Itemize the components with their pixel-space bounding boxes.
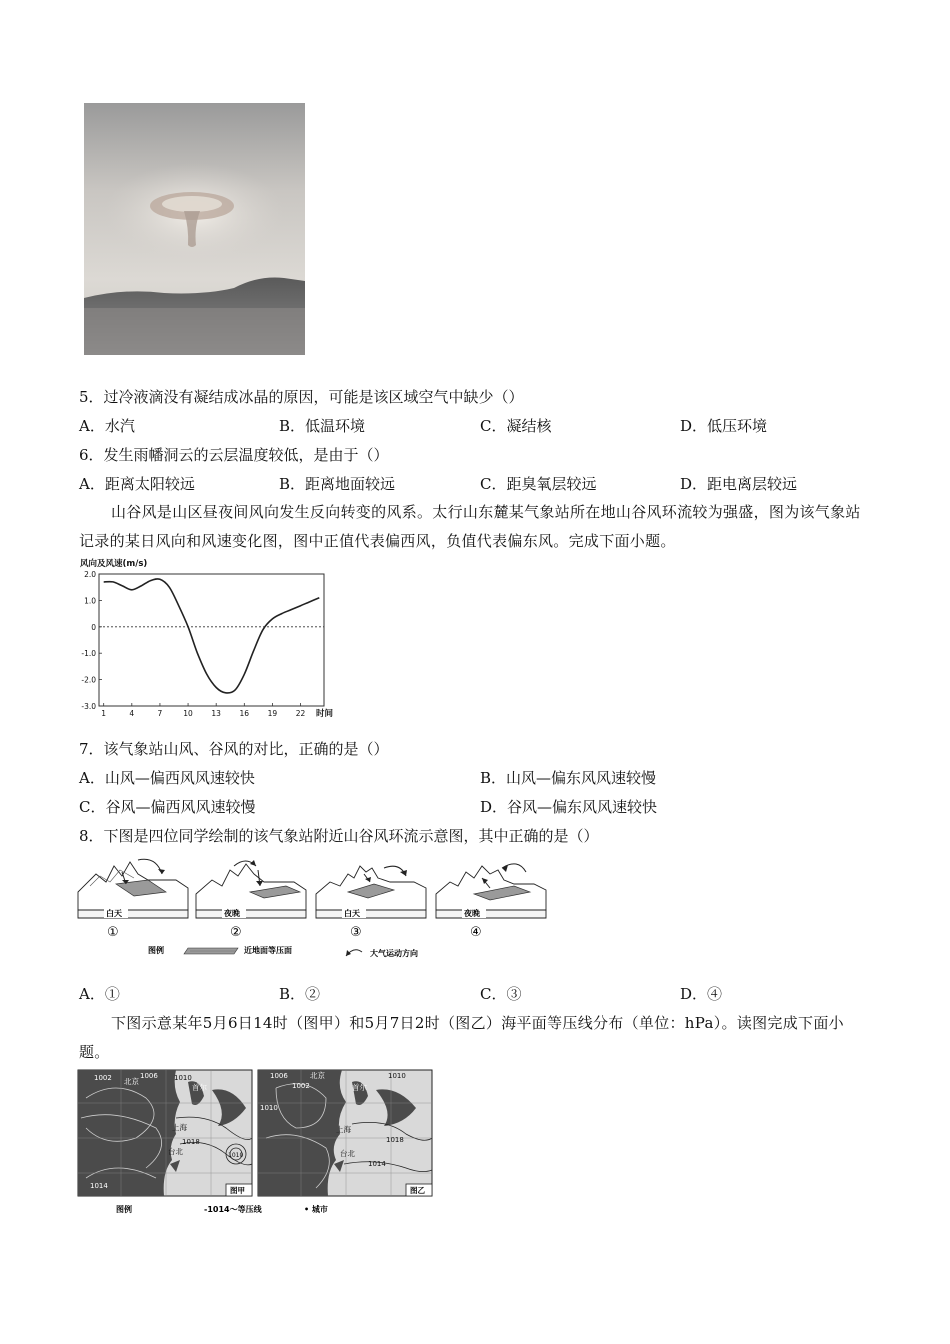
chart-xtick-label: 7: [157, 709, 163, 718]
q7-stem: 7．该气象站山风、谷风的对比，正确的是（）: [79, 740, 389, 758]
cloud-hole-photo-icon: [84, 103, 305, 355]
map-jia: [78, 1070, 252, 1196]
q8-stem: 8．下图是四位同学绘制的该气象站附近山谷风环流示意图，其中正确的是（）: [79, 827, 599, 845]
panel-2: [196, 860, 306, 940]
chart-ytick-label: -2.0: [81, 675, 96, 685]
chart-ytick-label: -3.0: [81, 702, 96, 711]
chart-xtick-label: 16: [239, 709, 250, 718]
map2-label-8: 台北: [340, 1149, 355, 1158]
panel-2-time: 夜晚: [224, 909, 240, 918]
q7-option-a[interactable]: A．山风—偏西风风速较快: [79, 769, 255, 787]
q5-option-b[interactable]: B．低温环境: [279, 417, 366, 435]
chart-xtick-label: 22: [295, 709, 306, 718]
map2-label-6: 上海: [336, 1125, 351, 1134]
map1-label-0: 1002: [94, 1074, 112, 1082]
chart-series-line: [104, 579, 320, 693]
panel-4-time: 夜晚: [464, 909, 480, 918]
map2-name: 图乙: [410, 1186, 425, 1195]
panel-1-num: ①: [107, 925, 119, 940]
q5-stem: 5．过冷液滴没有凝结成冰晶的原因，可能是该区域空气中缺少（）: [79, 388, 524, 406]
isobar-maps: [76, 1068, 436, 1218]
air-motion-arrow-icon: [346, 950, 362, 956]
q5-option-d[interactable]: D．低压环境: [680, 417, 768, 435]
map1-label-5: 上海: [172, 1123, 187, 1132]
map2-label-7: 1018: [386, 1136, 404, 1144]
map1-label-1: 1006: [140, 1072, 158, 1080]
chart-xtick-label: 10: [183, 709, 193, 718]
map-yi: [258, 1070, 432, 1196]
panel-1: [78, 859, 188, 940]
map2-label-2: 北京: [310, 1071, 325, 1080]
legend-title: 图例: [148, 946, 164, 955]
chart-xtick-label: 19: [267, 709, 278, 718]
valley-wind-diagrams: [76, 852, 552, 964]
map1-label-7: 台北: [168, 1147, 183, 1156]
chart-xtick-label: 13: [211, 709, 221, 718]
pressure-surface-legend-icon: [184, 948, 238, 954]
panel-3-time: 白天: [344, 909, 360, 918]
legend-arrow: 大气运动方向: [370, 949, 418, 958]
panel-1-time: 白天: [106, 909, 122, 918]
q8-option-c[interactable]: C．③: [480, 985, 522, 1003]
map1-name: 图甲: [230, 1186, 245, 1195]
map2-label-3: 1010: [260, 1104, 278, 1112]
panel-2-num: ②: [230, 925, 242, 940]
chart-ytick-label: 1.0: [84, 596, 96, 606]
q5-option-c[interactable]: C．凝结核: [480, 417, 552, 435]
chart-xtick-label: 1: [101, 709, 107, 718]
map1-label-9: 1014: [90, 1182, 108, 1190]
legend-surface: 近地面等压面: [244, 946, 292, 955]
map1-label-6: 1018: [182, 1138, 200, 1146]
q6-option-c[interactable]: C．距臭氧层较远: [480, 475, 597, 493]
panel-4-num: ④: [470, 925, 482, 940]
q7-option-c[interactable]: C．谷风—偏西风风速较慢: [79, 798, 256, 816]
q8-option-d[interactable]: D．④: [680, 985, 723, 1003]
panel-3: [316, 866, 426, 940]
map1-label-3: 北京: [124, 1077, 139, 1086]
map2-label-4: 首尔: [352, 1083, 367, 1092]
map1-label-2: 1010: [174, 1074, 192, 1082]
q7-option-d[interactable]: D．谷风—偏东风风速较快: [480, 798, 658, 816]
maps-legend-title: 图例: [116, 1205, 132, 1214]
maps-legend-isobar: -1014～等压线: [204, 1205, 262, 1214]
q6-option-d[interactable]: D．距电离层较远: [680, 475, 798, 493]
q8-option-b[interactable]: B．②: [279, 985, 321, 1003]
map2-label-0: 1006: [270, 1072, 288, 1080]
q6-stem: 6．发生雨幡洞云的云层温度较低，是由于（）: [79, 446, 389, 464]
q8-option-a[interactable]: A．①: [79, 985, 120, 1003]
wind-chart: [76, 556, 338, 720]
panel-3-num: ③: [350, 925, 362, 940]
passage-mountain-valley-wind: 山谷风是山区昼夜间风向发生反向转变的风系。太行山东麓某气象站所在地山谷风环流较为强盛，图为该气象站记录的某日风向和风速变化图，图中正值代表偏西风，负值代表偏东风。完成下面小题。: [79, 503, 861, 550]
q7-option-b[interactable]: B．山风—偏东风风速较慢: [480, 769, 657, 787]
chart-ylabel: 风向及风速(m/s): [80, 559, 148, 569]
cloud-photo: [84, 103, 305, 355]
chart-ytick-label: 0: [91, 622, 96, 632]
q6-option-a[interactable]: A．距离太阳较远: [79, 475, 195, 493]
maps-legend-city: • 城市: [304, 1205, 328, 1214]
map2-label-1: 1002: [292, 1082, 310, 1090]
map2-label-9: 1014: [368, 1160, 386, 1168]
q6-option-b[interactable]: B．距离地面较远: [279, 475, 396, 493]
chart-xtick-label: 4: [129, 709, 135, 718]
map1-label-4: 首尔: [192, 1083, 207, 1092]
q5-option-a[interactable]: A．水汽: [79, 417, 135, 435]
passage-isobars: 下图示意某年5月6日14时（图甲）和5月7日2时（图乙）海平面等压线分布（单位：hPa）。读图完成下面小题。: [79, 1014, 844, 1061]
chart-plot-frame: [99, 574, 324, 706]
chart-ytick-label: 2.0: [84, 570, 96, 579]
map1-label-8: 1010: [228, 1152, 244, 1159]
map2-label-5: 1010: [388, 1072, 406, 1080]
chart-xlabel: 时间: [316, 709, 334, 719]
panel-4: [436, 864, 546, 940]
chart-ytick-label: -1.0: [81, 649, 96, 659]
